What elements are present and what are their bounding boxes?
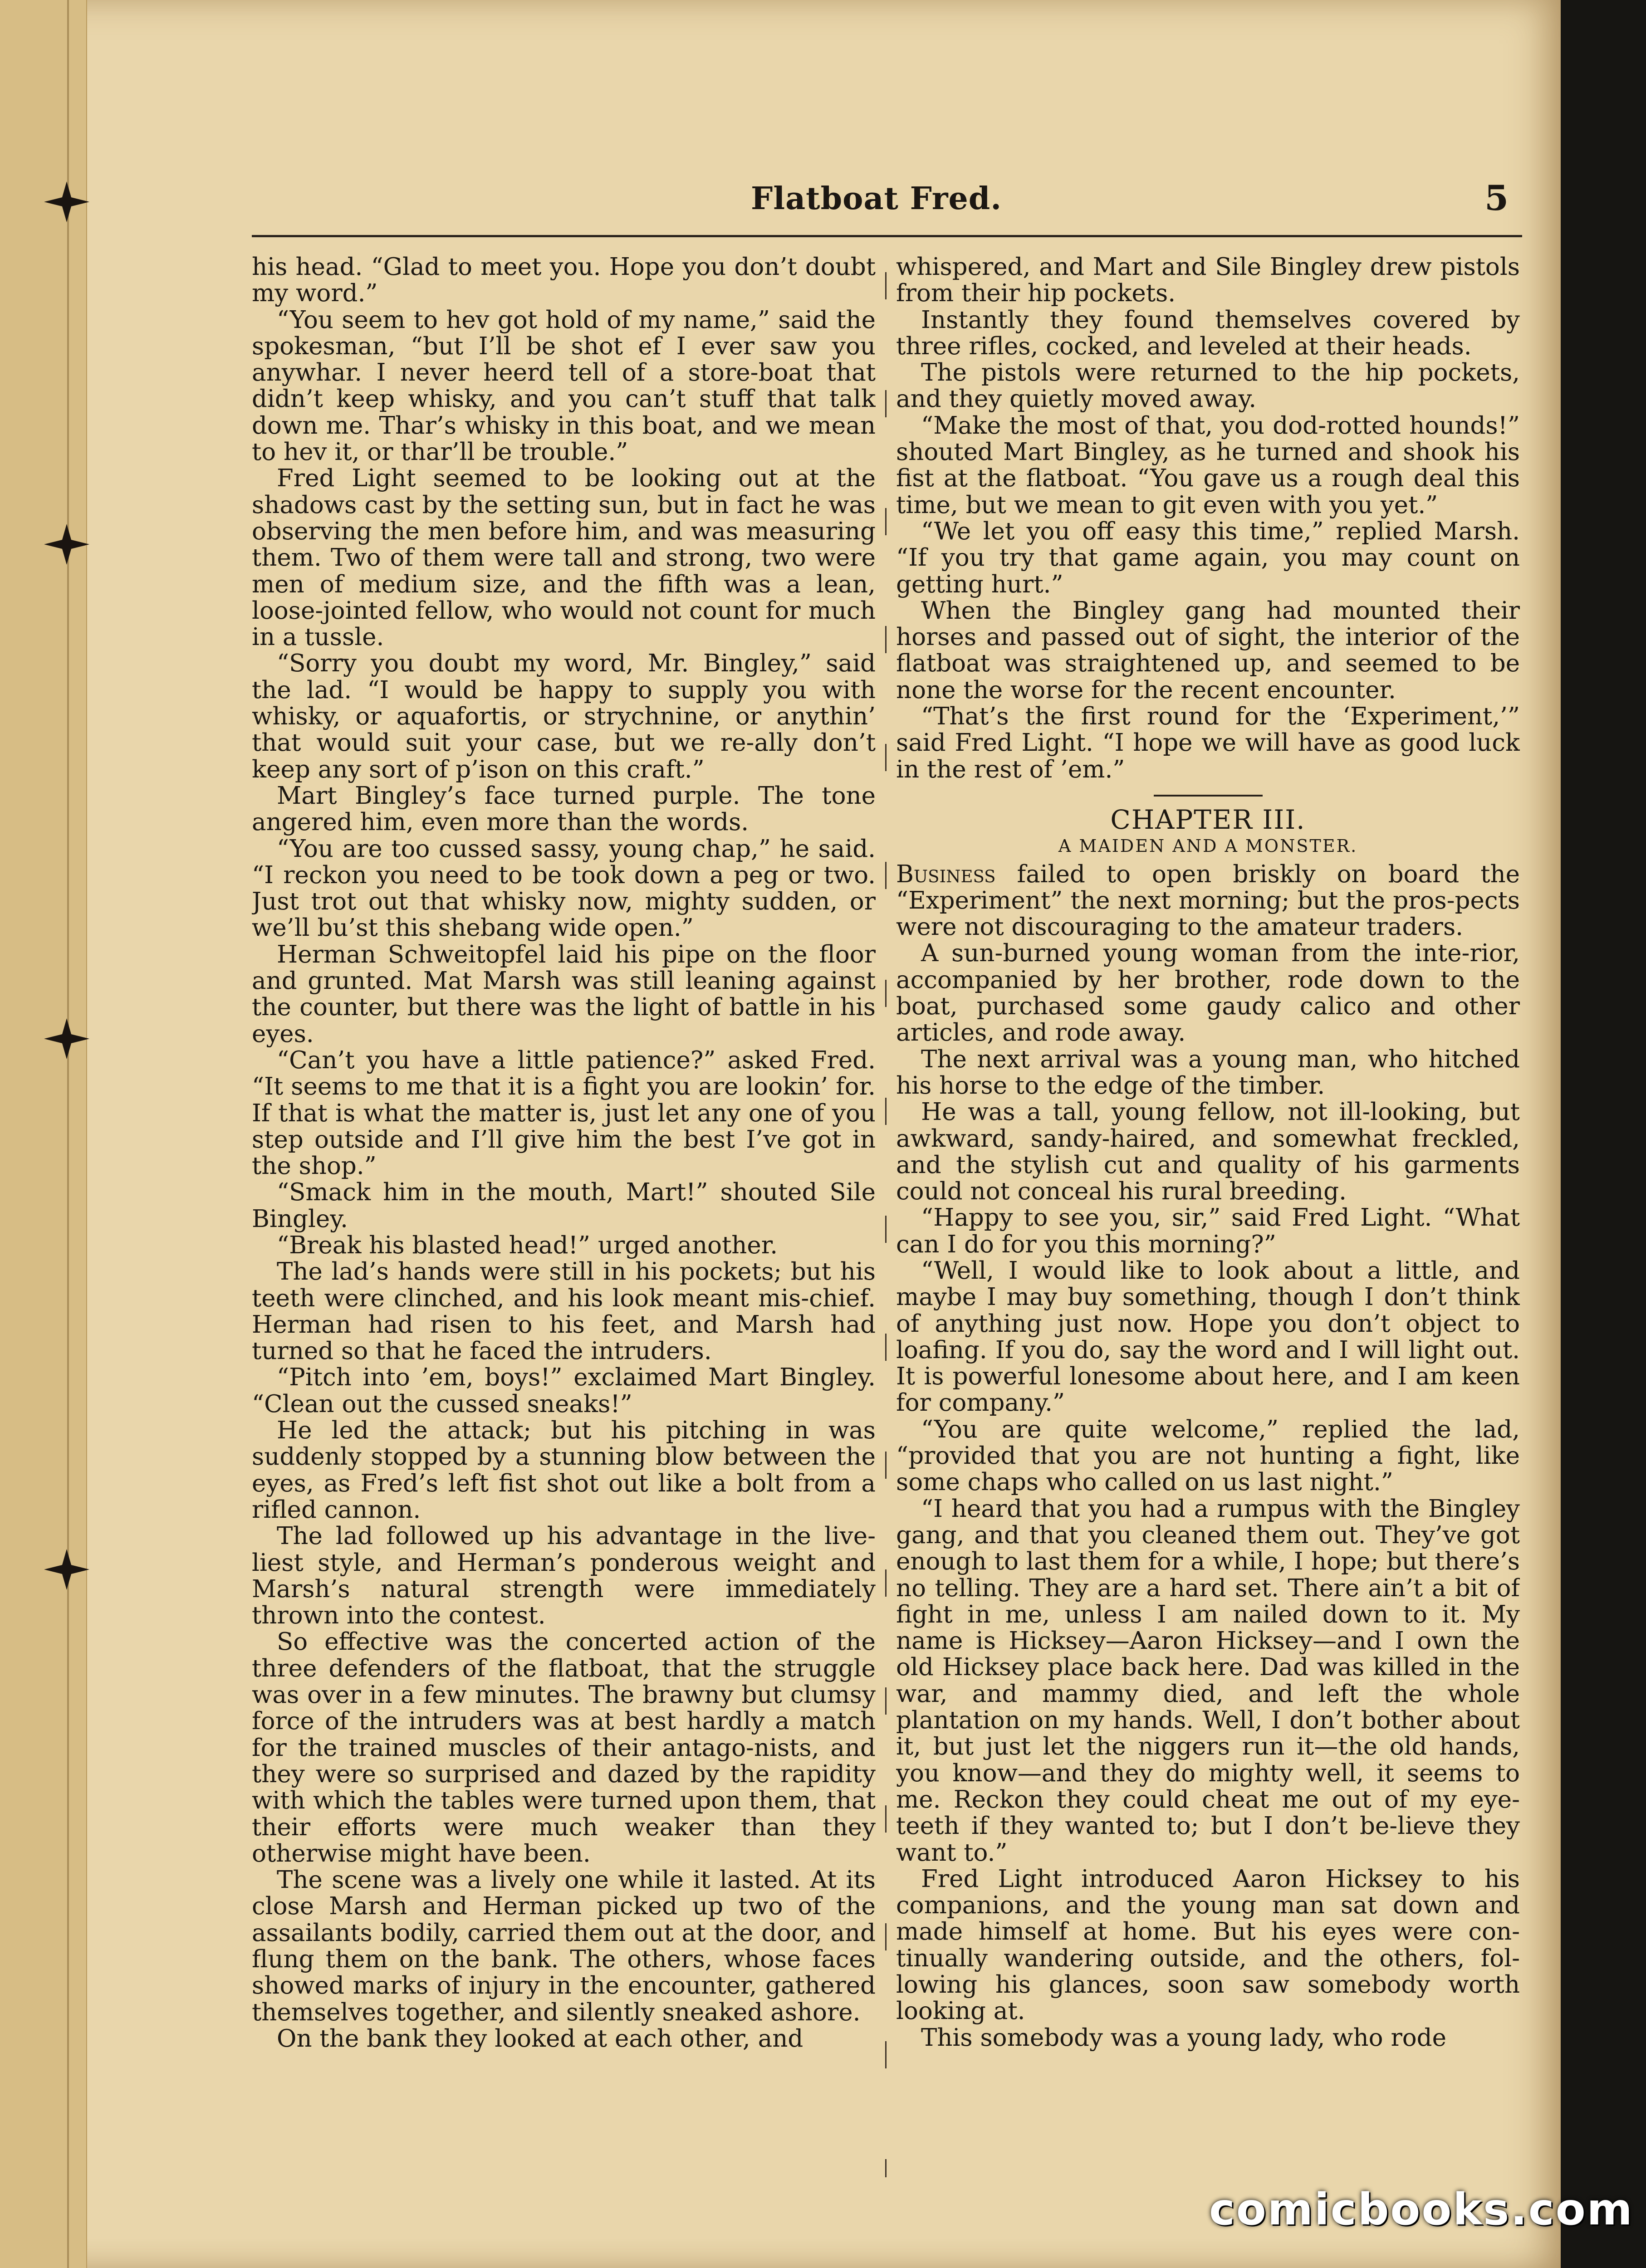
binding-gutter [0, 0, 87, 2268]
paragraph: On the bank they looked at each other, and [277, 2024, 803, 2053]
left-text-column [252, 254, 876, 2195]
binding-stitch-icon [42, 179, 92, 225]
paragraph: Fred Light seemed to be looking out at the shadows cast by the setting sun, but in fact he was observing the men before him, and was measuring them. Two of them were tall and strong, two were men of medium size, and the fifth was a lean, loose-jointed fellow, who would not count for much in a tussle. [252, 464, 876, 651]
paragraph: When the Bingley gang had mounted their horses and passed out of sight, the interior of the flatboat was straightened up, and seemed to be none the worse for the recent encounter. [896, 596, 1520, 704]
paragraph: “Pitch into ’em, boys!” exclaimed Mart Bingley. “Clean out the cussed sneaks!” [252, 1364, 876, 1418]
running-title: Flatboat Fred. [751, 181, 1002, 217]
paragraph: The next arrival was a young man, who hitched his horse to the edge of the timber. [896, 1045, 1520, 1100]
chapter-subtitle: A MAIDEN AND A MONSTER. [1058, 836, 1358, 856]
paragraph: his head. “Glad to meet you. Hope you don’t doubt my word.” [252, 254, 876, 308]
right-paragraphs-before-chapter [896, 254, 1520, 783]
paragraph: So effective was the concerted action of the three defenders of the flatboat, that the struggle was over in a few minutes. The brawny but clumsy force of the intruders was at best hardly a match for the trained muscles of their antago-nists, and they were so surprised and dazed by the rapidity with which the tables were turned upon them, that their efforts were much weaker than they otherwise might have been. [252, 1628, 876, 1867]
paragraph: The pistols were returned to the hip pockets, and they quietly moved away. [896, 359, 1520, 413]
paragraph: “Happy to see you, sir,” said Fred Light. “What can I do for you this morning?” [896, 1204, 1520, 1258]
chapter-heading: CHAPTER III. [1110, 804, 1306, 835]
paragraph: “You are too cussed sassy, young chap,” he said. “I reckon you need to be took down a peg or two. Just trot out that whisky now, mighty sudden, or we’ll bu’st this shebang wide open.” [252, 835, 876, 942]
paragraph: “You seem to hev got hold of my name,” said the spokesman, “but I’ll be shot ef I ever saw you anywhar. I never heerd tell of a store-boat that didn’t keep whisky, and you can’t stuff that talk down me. Thar’s whisky in this boat, and we mean to hev it, or thar’ll be trouble.” [252, 306, 876, 466]
binding-fold [67, 0, 69, 2268]
paragraph: The lad’s hands were still in his pockets; but his teeth were clinched, and his look meant mis-chief. Herman had risen to his feet, and Marsh had turned so that he faced the intruders. [252, 1258, 876, 1365]
paragraph: A sun-burned young woman from the inte-rior, accompanied by her brother, rode down to the boat, purchased some gaudy calico and other articles, and rode away. [896, 939, 1520, 1047]
chapter-opening-word: Business [896, 860, 996, 888]
paragraph: This somebody was a young lady, who rode [921, 2024, 1446, 2052]
paragraph: “Smack him in the mouth, Mart!” shouted Sile Bingley. [252, 1178, 876, 1233]
paragraph: “We let you off easy this time,” replied Marsh. “If you try that game again, you may count on getting hurt.” [896, 517, 1520, 598]
paragraph: “Sorry you doubt my word, Mr. Bingley,” said the lad. “I would be happy to supply you with whisky, or aquafortis, or strychnine, or anythin’ that would suit your case, but we re-ally don’t keep any sort of p’ison on this craft.” [252, 650, 876, 783]
paragraph: “You are quite welcome,” replied the lad, “provided that you are not hunting a fight, like some chaps who called on us last night.” [896, 1415, 1520, 1496]
section-rule [1154, 795, 1263, 797]
paragraph: “Break his blasted head!” urged another. [277, 1231, 778, 1259]
paragraph: “Well, I would like to look about a little, and maybe I may buy something, though I don’t think of anything just now. Hope you don’t object to loafing. If you do, say the word and I will light out. It is powerful lonesome about here, and I am keen for company.” [896, 1256, 1520, 1417]
paragraph: “Make the most of that, you dod-rotted hounds!” shouted Mart Bingley, as he turned and shook his fist at the flatboat. “You gave us a rough deal this time, but we mean to git even with you yet.” [896, 411, 1520, 519]
page-header [252, 172, 1518, 227]
binding-stitch-icon [42, 1016, 92, 1061]
chapter-opening-paragraph [896, 861, 1520, 941]
site-watermark: comicbooks.com [1209, 2184, 1634, 2235]
paragraph: He led the attack; but his pitching in was suddenly stopped by a stunning blow between the eyes, as Fred’s left fist shot out like a bolt from a rifled cannon. [252, 1417, 876, 1524]
page-number: 5 [1484, 178, 1509, 218]
paragraph: whispered, and Mart and Sile Bingley drew pistols from their hip pockets. [896, 254, 1520, 308]
binding-stitch-icon [42, 522, 92, 567]
paragraph: “Can’t you have a little patience?” asked Fred. “It seems to me that it is a fight you are lookin’ for. If that is what the matter is, just let any one of you step outside and I’ll give him the best I’ve got in the shop.” [252, 1046, 876, 1180]
right-paragraphs-after-chapter [896, 940, 1520, 2051]
binding-stitch-icon [42, 1547, 92, 1592]
column-divider [885, 272, 887, 2177]
paragraph: Herman Schweitopfel laid his pipe on the floor and grunted. Mat Marsh was still leaning against the counter, but there was the light of battle in his eyes. [252, 940, 876, 1048]
paragraph: The lad followed up his advantage in the live-liest style, and Herman’s ponderous weight and Marsh’s natural strength were immediately thrown into the contest. [252, 1522, 876, 1630]
paragraph: “I heard that you had a rumpus with the Bingley gang, and that you cleaned them out. They’ve got enough to last them for a while, I hope; but there’s no telling. They are a hard set. There ain’t a bit of fight in me, unless I am nailed down to it. My name is Hicksey—Aaron Hicksey—and I own the old Hicksey place back here. Dad was killed in the war, and mammy died, and left the whole plantation on my hands. Well, I don’t bother about it, but just let the niggers run it—the old hands, you know—and they do mighty well, it seems to me. Reckon they could cheat me out of my eye-teeth if they wanted to; but I don’t be-lieve they want to.” [896, 1495, 1520, 1867]
paragraph: The scene was a lively one while it lasted. At its close Marsh and Herman picked up two of the assailants bodily, carried them out at the door, and flung them on the bank. The others, whose faces showed marks of injury in the encounter, gathered themselves together, and silently sneaked ashore. [252, 1866, 876, 2026]
right-text-column [896, 254, 1520, 2195]
paragraph: “That’s the first round for the ‘Experiment,’” said Fred Light. “I hope we will have as good luck in the rest of ’em.” [896, 703, 1520, 783]
paragraph: Mart Bingley’s face turned purple. The tone angered him, even more than the words. [252, 782, 876, 836]
header-rule [252, 235, 1522, 237]
paragraph: He was a tall, young fellow, not ill-looking, but awkward, sandy-haired, and somewhat freckled, and the stylish cut and quality of his garments could not conceal his rural breeding. [896, 1098, 1520, 1206]
paragraph: Fred Light introduced Aaron Hicksey to his companions, and the young man sat down and made himself at home. But his eyes were con-tinually wandering outside, and the others, fol-lowing his glances, soon saw somebody worth looking at. [896, 1865, 1520, 2025]
paragraph: Instantly they found themselves covered by three rifles, cocked, and leveled at their heads. [896, 306, 1520, 360]
chapter-opening-text: failed to open briskly on board the “Experiment” the next morning; but the pros-pects were not discouraging to the amateur traders. [896, 860, 1520, 941]
